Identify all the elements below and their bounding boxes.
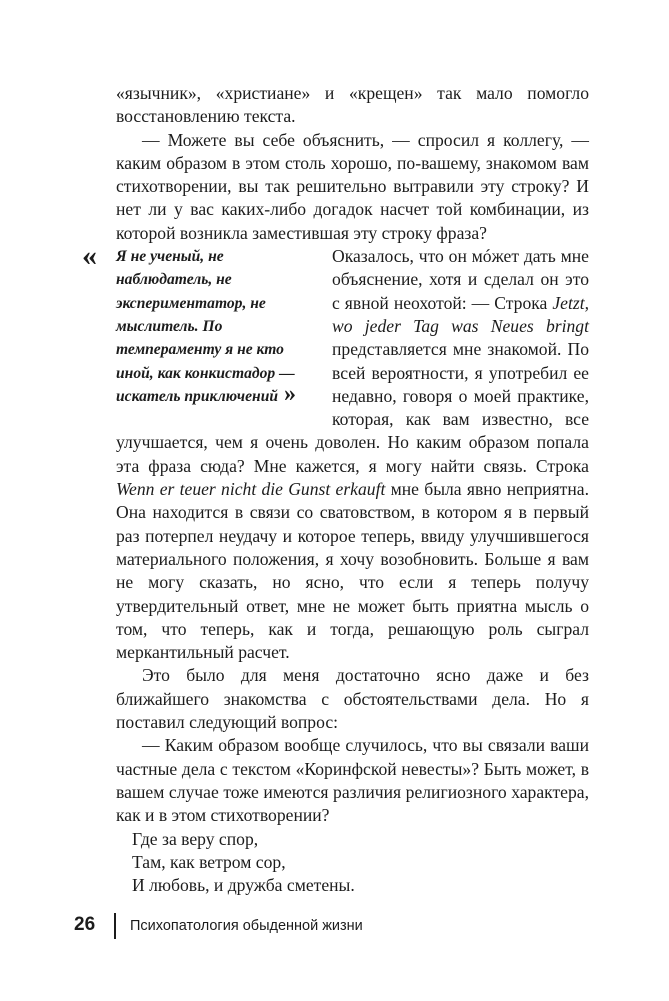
pull-quote-text: Я не ученый, не наблюдатель, не экспериментатор, не мыслитель. По темпераменту я не кто иной, как конкистадор — искатель приключений » (116, 248, 297, 407)
german-quote-2: Wenn er teuer nicht die Gunst erkauft (116, 479, 386, 500)
paragraph-3: Оказалось, что он мóжет дать мне объяснение, хотя и сделал он это с явной неохотой: — Строка Jetzt, wo jeder Tag was Neues bringt представляется мне знакомой. По всей вероятности, я употребил ее недавно, говоря о моей практике, которая, как вам известно, все улучшается, чем я очень доволен. Но каким образом попала эта фраза сюда? Мне кажется, я могу найти связь. Строка Wenn er teuer nicht die Gunst erkauft мне была явно неприятна. Она находится в связи со сватовством, в котором я в первый раз потерпел неудачу и которое теперь, ввиду улучшившегося материального положения, я хочу возобновить. Больше я вам не могу сказать, но ясно, что если я теперь получу утвердительный ответ, мне не может быть приятна мысль о том, что теперь, как и тогда, решающую роль сыграл меркантильный расчет. (116, 246, 589, 663)
page-number: 26 (74, 914, 96, 935)
page-body (82, 82, 589, 897)
paragraph-5: — Каким образом вообще случилось, что вы связали ваши частные дела с текстом «Коринфской невесты»? Быть может, в вашем случае тоже имеются различия религиозного характера, как и в этом стихотворении? (116, 735, 589, 826)
pull-quote (82, 239, 320, 408)
poem (132, 828, 589, 898)
paragraph-2: — Можете вы себе объяснить, — спросил я коллегу, — каким образом в этом столь хорошо, по-вашему, знакомом вам стихотворении, вы так решительно вытравили эту строку? И нет ли у вас каких-либо догадок насчет той комбинации, из которой возникла заместившая эту строку фраза? (116, 129, 589, 243)
german-quote-1: Jetzt, wo jeder Tag was Neues bringt (332, 292, 589, 336)
poem-line: Где за веру спор, (132, 828, 259, 849)
poem-line: И любовь, и дружба сметены. (132, 875, 355, 896)
paragraph-4: Это было для меня достаточно ясно даже и без ближайшего знакомства с обстоятельствами дела. Но я поставил следующий вопрос: (116, 665, 589, 733)
close-quote-mark: » (284, 380, 297, 407)
footer-divider (114, 913, 116, 939)
open-quote-mark: « (82, 239, 97, 273)
paragraph-1: «язычник», «христиане» и «крещен» так мало помогло восстановлению текста. (116, 83, 589, 127)
book-title: Психопатология обыденной жизни (130, 918, 363, 934)
page-footer (74, 913, 594, 939)
poem-line: Там, как ветром сор, (132, 851, 286, 872)
